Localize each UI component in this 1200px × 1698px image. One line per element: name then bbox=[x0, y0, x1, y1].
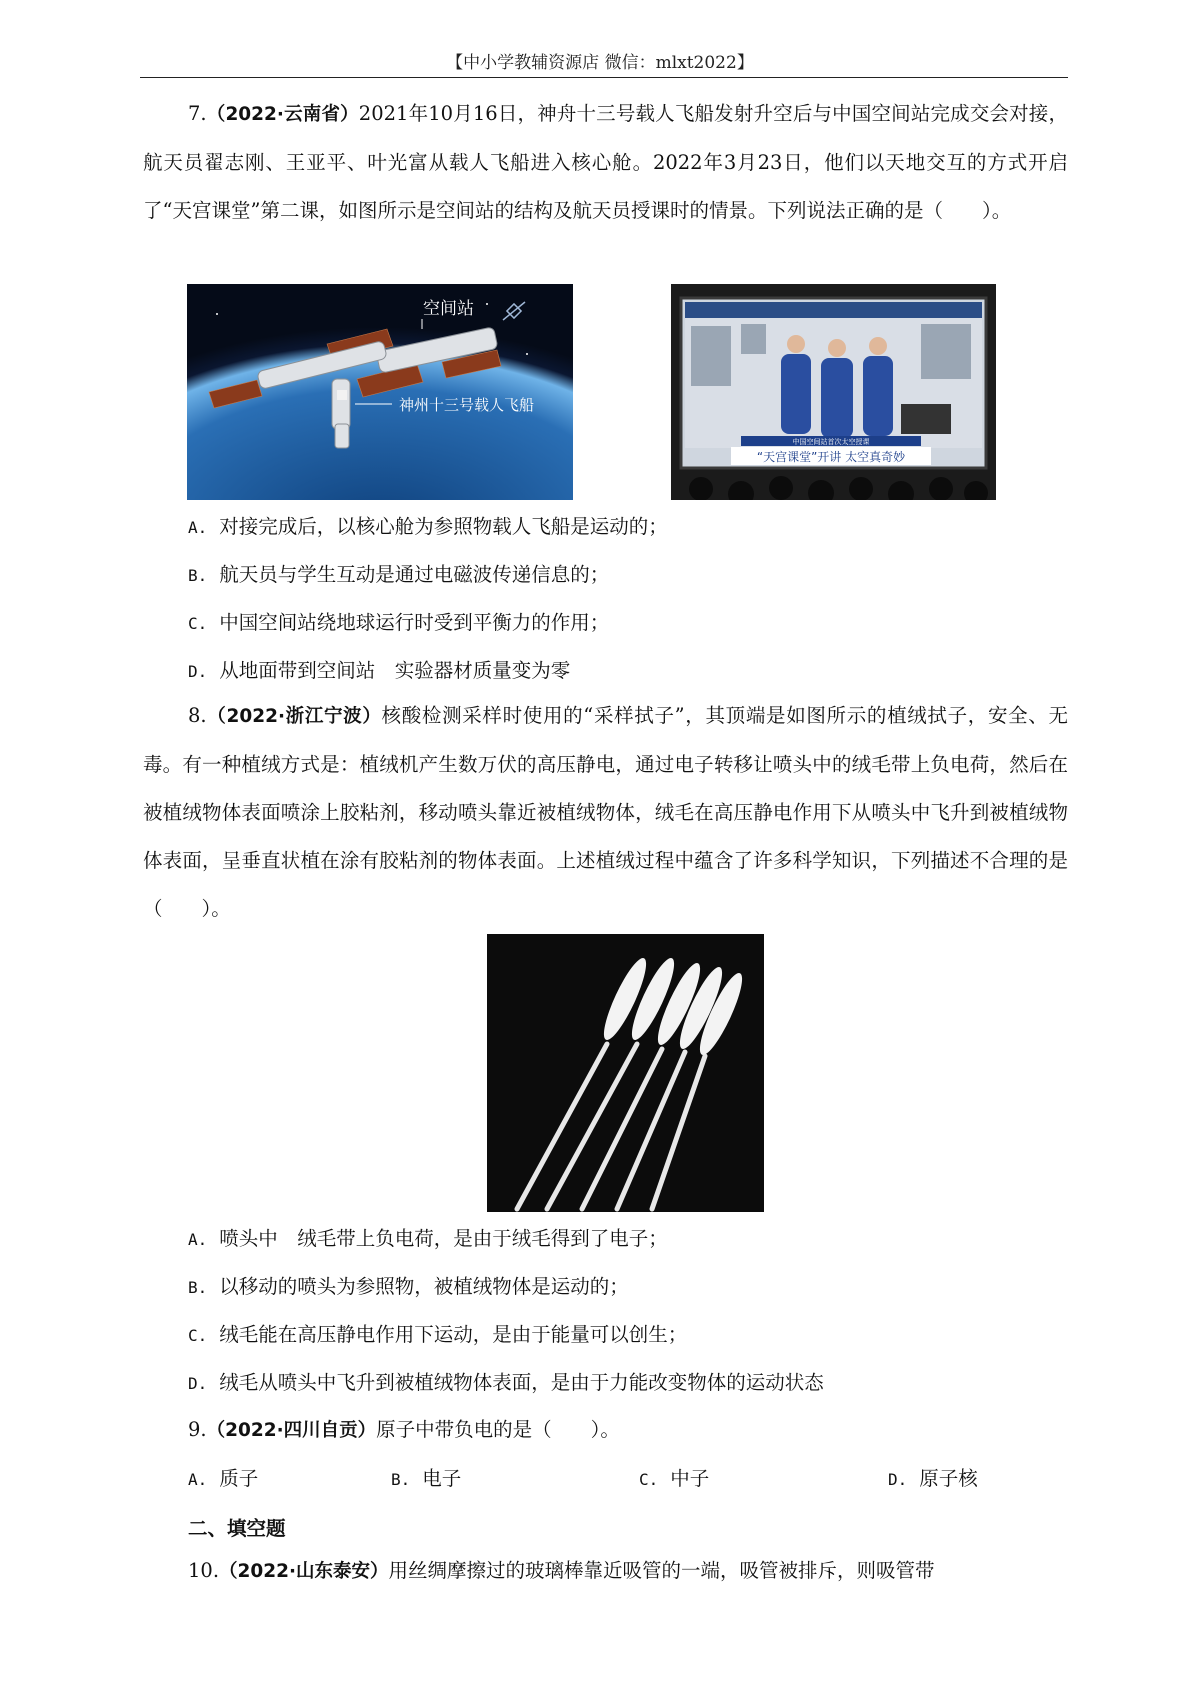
q7-option-d: D. 从地面带到空间站 实验器材质量变为零 bbox=[188, 659, 571, 682]
q7-option-b: B. 航天员与学生互动是通过电磁波传递信息的； bbox=[188, 563, 610, 586]
question-number: 7. bbox=[188, 102, 207, 125]
question-source: （2022·山东泰安） bbox=[219, 1561, 389, 1582]
question-10 bbox=[188, 1547, 1068, 1596]
question-source: （2022·四川自贡） bbox=[206, 1420, 377, 1441]
label-space-station: 空间站 bbox=[423, 299, 474, 319]
tiangong-classroom-image bbox=[671, 284, 996, 500]
question-number: 10. bbox=[188, 1559, 220, 1582]
page-header: 【中小学教辅资源店 微信：mlxt2022】 bbox=[446, 53, 754, 73]
flocked-swab-image bbox=[487, 934, 764, 1212]
q8-option-c: C. 绒毛能在高压静电作用下运动，是由于能量可以创生； bbox=[188, 1323, 688, 1346]
question-number: 9. bbox=[188, 1418, 207, 1441]
question-source: （2022·云南省） bbox=[206, 104, 359, 125]
q9-option-b: B. 电子 bbox=[391, 1467, 462, 1490]
header-divider bbox=[140, 77, 1068, 78]
q9-option-c: C. 中子 bbox=[639, 1467, 710, 1490]
q8-option-b: B. 以移动的喷头为参照物，被植绒物体是运动的； bbox=[188, 1275, 629, 1298]
caption-main: “天宫课堂”开讲 太空真奇妙 bbox=[756, 450, 906, 464]
question-source: （2022·浙江宁波） bbox=[206, 706, 382, 727]
q7-option-c: C. 中国空间站绕地球运行时受到平衡力的作用； bbox=[188, 611, 610, 634]
question-body: 原子中带负电的是（ ）。 bbox=[376, 1418, 620, 1441]
label-spaceship: 神州十三号载人飞船 bbox=[399, 396, 535, 414]
q9-option-d: D. 原子核 bbox=[888, 1467, 978, 1490]
section-title: 二、填空题 bbox=[188, 1517, 286, 1540]
caption-small: 中国空间站首次太空授课 bbox=[792, 438, 870, 446]
question-7 bbox=[143, 90, 1068, 235]
q7-option-a: A. 对接完成后，以核心舱为参照物载人飞船是运动的； bbox=[188, 515, 668, 538]
space-station-image bbox=[187, 284, 573, 500]
question-body: 核酸检测采样时使用的“采样拭子”，其顶端是如图所示的植绒拭子，安全、无毒。有一种植绒方式是：植绒机产生数万伏的高压静电，通过电子转移让喷头中的绒毛带上负电荷，然后在被植绒物体表面喷涂上胶粘剂，移动喷头靠近被植绒物体，绒毛在高压静电作用下从喷头中飞升到被植绒物体表面，呈垂直状植在涂有胶粘剂的物体表面。上述植绒过程中蕴含了许多科学知识，下列描述不合理的是（ ）。 bbox=[143, 704, 1068, 920]
question-9 bbox=[143, 1406, 1068, 1455]
question-body: 用丝绸摩擦过的玻璃棒靠近吸管的一端，吸管被排斥，则吸管带 bbox=[388, 1559, 935, 1582]
q8-option-a: A. 喷头中 绒毛带上负电荷，是由于绒毛得到了电子； bbox=[188, 1227, 668, 1250]
question-body: 2021年10月16日，神舟十三号载人飞船发射升空后与中国空间站完成交会对接，航天员翟志刚、王亚平、叶光富从载人飞船进入核心舱。2022年3月23日，他们以天地交互的方式开启了“天宫课堂”第二课，如图所示是空间站的结构及航天员授课时的情景。下列说法正确的是（ ）。 bbox=[143, 102, 1068, 222]
q9-option-a: A. 质子 bbox=[188, 1467, 259, 1490]
question-number: 8. bbox=[188, 704, 207, 727]
q8-option-d: D. 绒毛从喷头中飞升到被植绒物体表面，是由于力能改变物体的运动状态 bbox=[188, 1371, 824, 1394]
question-8 bbox=[143, 692, 1068, 933]
